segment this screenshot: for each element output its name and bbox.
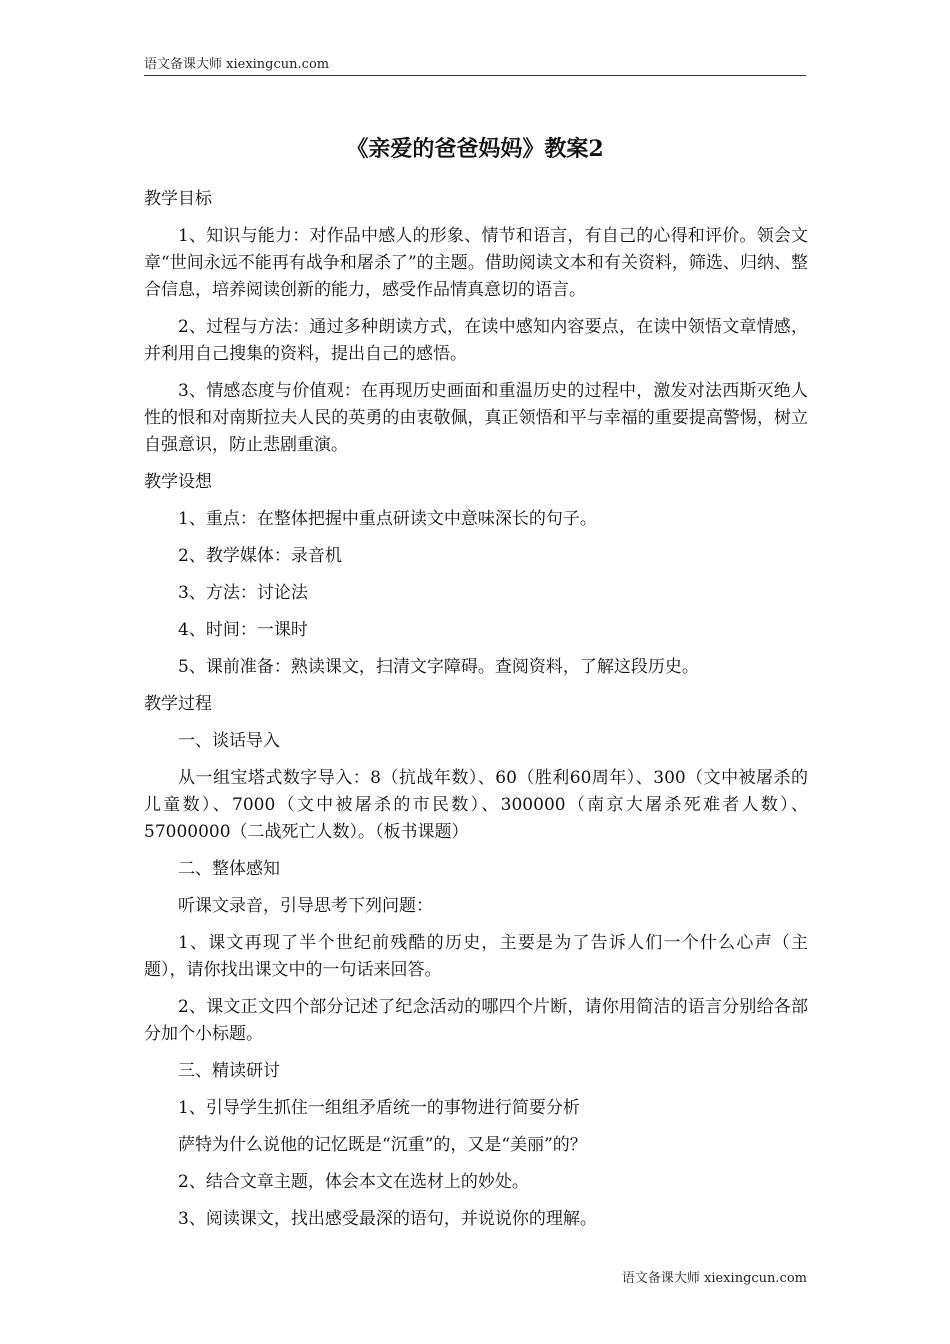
paragraph: 4、时间：一课时 xyxy=(178,620,308,640)
document-title: 《亲爱的爸爸妈妈》教案2 xyxy=(346,136,604,162)
subsection-heading: 三、精读研讨 xyxy=(178,1061,280,1081)
paragraph: 1、重点：在整体把握中重点研读文中意味深长的句子。 xyxy=(178,509,597,529)
section-heading: 教学过程 xyxy=(144,694,212,714)
paragraph: 3、情感态度与价值观：在再现历史画面和重温历史的过程中，激发对法西斯灭绝人性的恨和对南斯拉夫人民的英勇的由衷敬佩，真正领悟和平与幸福的重要提高警惕，树立自强意识，防止悲剧重演。 xyxy=(144,381,808,455)
paragraph: 1、引导学生抓住一组组矛盾统一的事物进行简要分析 xyxy=(178,1098,580,1118)
subsection-heading: 二、整体感知 xyxy=(178,859,280,879)
subsection-heading: 一、谈话导入 xyxy=(178,731,280,751)
section-heading: 教学设想 xyxy=(144,472,212,492)
paragraph: 2、结合文章主题，体会本文在选材上的妙处。 xyxy=(178,1172,529,1192)
paragraph: 从一组宝塔式数字导入：8（抗战年数）、60（胜利60周年）、300（文中被屠杀的儿童数）、7000（文中被屠杀的市民数）、300000（南京大屠杀死难者人数）、57000000（二战死亡人数）。（板书课题） xyxy=(144,768,808,842)
paragraph: 3、方法：讨论法 xyxy=(178,583,308,603)
paragraph: 听课文录音，引导思考下列问题： xyxy=(178,896,433,916)
page-header: 语文备课大师 xiexingcun.com xyxy=(144,56,806,76)
page-footer: 语文备课大师 xiexingcun.com xyxy=(621,1271,807,1286)
paragraph: 5、课前准备：熟读课文，扫清文字障碍。查阅资料，了解这段历史。 xyxy=(178,657,699,677)
paragraph: 1、知识与能力：对作品中感人的形象、情节和语言，有自己的心得和评价。领会文章“世间永远不能再有战争和屠杀了”的主题。借助阅读文本和有关资料，筛选、归纳、整合信息，培养阅读创新的能力，感受作品情真意切的语言。 xyxy=(144,226,808,300)
document-body xyxy=(144,186,808,1243)
paragraph: 1、课文再现了半个世纪前残酷的历史，主要是为了告诉人们一个什么心声（主题），请你找出课文中的一句话来回答。 xyxy=(144,933,808,980)
paragraph: 3、阅读课文，找出感受最深的语句，并说说你的理解。 xyxy=(178,1209,597,1229)
paragraph: 萨特为什么说他的记忆既是“沉重”的，又是“美丽”的？ xyxy=(178,1135,587,1155)
paragraph: 2、课文正文四个部分记述了纪念活动的哪四个片断，请你用简洁的语言分别给各部分加个小标题。 xyxy=(144,997,808,1044)
section-heading: 教学目标 xyxy=(144,189,212,209)
paragraph: 2、过程与方法：通过多种朗读方式，在读中感知内容要点，在读中领悟文章情感，并利用自己搜集的资料，提出自己的感悟。 xyxy=(144,317,808,364)
paragraph: 2、教学媒体：录音机 xyxy=(178,546,342,566)
